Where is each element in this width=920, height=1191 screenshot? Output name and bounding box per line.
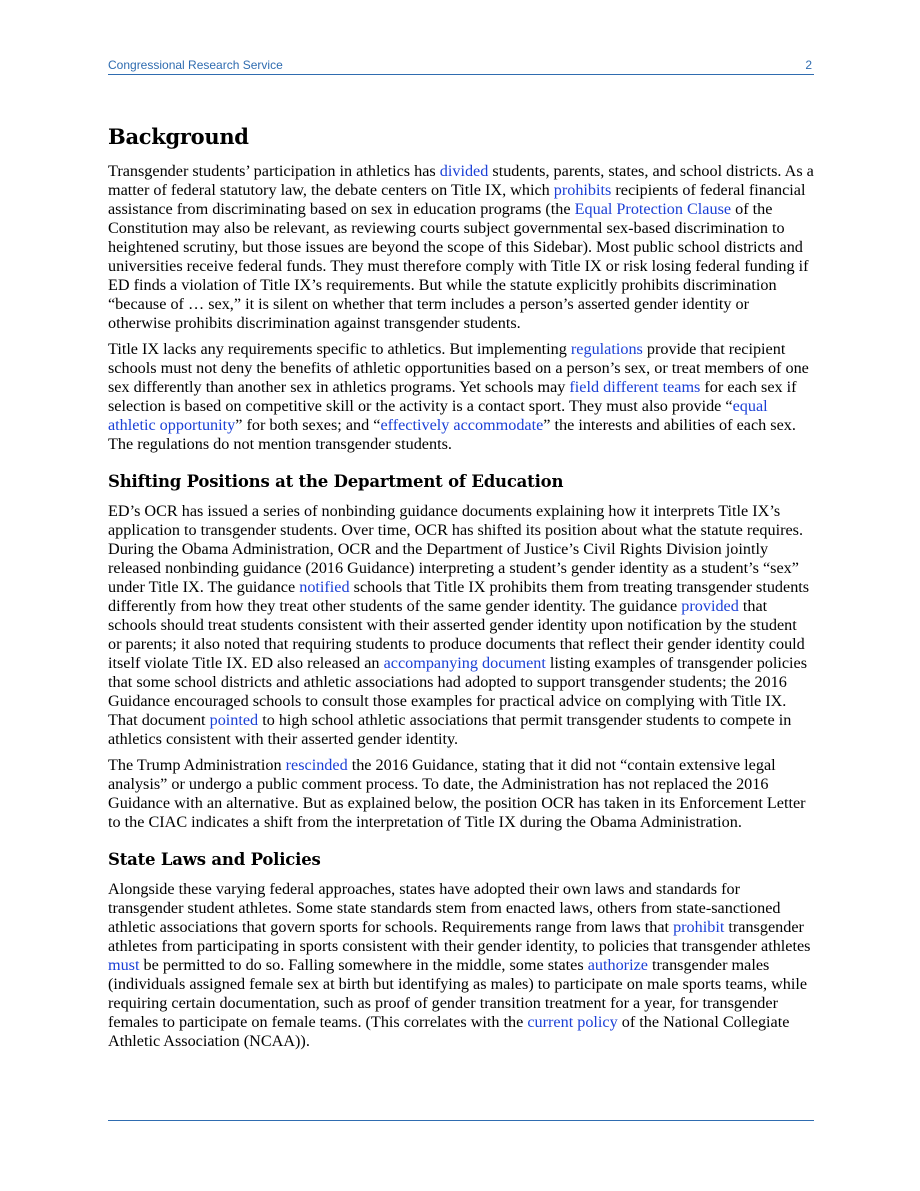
text-run: that schools should treat students consistent with their asserted gender identity upon notification by the student or parents; it also noted that requiring students to produce documents that reflect their gender identity could itself violate Title IX. ED also released an: [108, 597, 805, 672]
link-equal-athletic-opportunity[interactable]: equal athletic opportunity: [108, 397, 768, 434]
link-notified[interactable]: notified: [299, 578, 350, 596]
link-divided[interactable]: divided: [439, 162, 489, 180]
text-run: ED’s OCR has issued a series of nonbinding guidance documents explaining how it interprets Title IX’s application to transgender students. Over time, OCR has shifted its position about what the statute requires. During the Obama Administration, OCR and the Department of Justice’s Civil Rights Division jointly released nonbinding guidance (2016 Guidance) interpreting a student’s gender identity as a student’s “sex” under Title IX. The guidance: [108, 502, 804, 596]
text-run: be permitted to do so. Falling somewhere in the middle, some states: [139, 956, 588, 974]
text-run: recipients of federal financial assistance from discriminating based on sex in education programs (the: [108, 181, 806, 218]
link-field-different-teams[interactable]: field different teams: [569, 378, 701, 396]
header-organization: Congressional Research Service: [108, 58, 283, 72]
footer-rule: [108, 1120, 814, 1121]
link-prohibit[interactable]: prohibit: [673, 918, 725, 936]
text-run: the 2016 Guidance, stating that it did not “contain extensive legal analysis” or undergo a public comment process. To date, the Administration has not replaced the 2016 Guidance with an alternative. But as explained below, the position OCR has taken in its Enforcement Letter to the CIAC indicates a shift from the interpretation of Title IX during the Obama Administration.: [108, 756, 806, 831]
link-pointed[interactable]: pointed: [209, 711, 259, 729]
text-run: to high school athletic associations that permit transgender students to compete in athletics consistent with their asserted gender identity.: [108, 711, 792, 748]
link-effectively-accommodate[interactable]: effectively accommodate: [380, 416, 544, 434]
link-regulations[interactable]: regulations: [570, 340, 643, 358]
text-run: schools that Title IX prohibits them from treating transgender students differently from how they treat other students of the same gender identity. The guidance: [108, 578, 810, 615]
paragraph-background-1: [108, 162, 814, 333]
text-run: Title IX lacks any requirements specific to athletics. But implementing: [108, 340, 571, 358]
text-run: Transgender students’ participation in athletics has: [108, 162, 440, 180]
text-run: provide that recipient schools must not deny the benefits of athletic opportunities based on a person’s sex, or treat members of one sex differently than another sex in athletics programs. Yet schools may: [108, 340, 809, 396]
text-run: The Trump Administration: [108, 756, 286, 774]
subsection-heading-state-laws: State Laws and Policies: [108, 850, 321, 869]
text-run: listing examples of transgender policies that some school districts and athletic associations had adopted to support transgender students; the 2016 Guidance encouraged schools to consult those examples for practical advice on complying with Title IX. That document: [108, 654, 808, 729]
link-must[interactable]: must: [108, 956, 140, 974]
link-equal-protection-clause[interactable]: Equal Protection Clause: [574, 200, 732, 218]
paragraph-shifting-2: [108, 756, 814, 832]
link-accompanying-document[interactable]: accompanying document: [383, 654, 546, 672]
page-number: 2: [805, 58, 812, 72]
link-current-policy[interactable]: current policy: [527, 1013, 618, 1031]
text-run: students, parents, states, and school districts. As a matter of federal statutory law, the debate centers on Title IX, which: [108, 162, 814, 199]
subsection-heading-shifting-positions: Shifting Positions at the Department of Education: [108, 472, 564, 491]
text-run: for each sex if selection is based on competitive skill or the activity is a contact sport. They must also provide “: [108, 378, 797, 415]
text-run: of the Constitution may also be relevant, as reviewing courts subject governmental sex-based discrimination to heightened scrutiny, but those issues are beyond the scope of this Sidebar). Most public school districts and universities receive federal funds. They must therefore comply with Title IX or risk losing federal funding if ED finds a violation of Title IX’s requirements. But while the statute explicitly prohibits discrimination “because of … sex,” it is silent on whether that term includes a person’s asserted gender identity or otherwise prohibits discrimination against transgender students.: [108, 200, 809, 332]
text-run: transgender athletes from participating in sports consistent with their gender identity, to policies that transgender athletes: [108, 918, 811, 955]
text-run: of the National Collegiate Athletic Association (NCAA)).: [108, 1013, 790, 1050]
main-content: [108, 122, 814, 1058]
text-run: transgender males (individuals assigned female sex at birth but identifying as males) to participate on male sports teams, while requiring certain documentation, such as proof of gender transition treatment for a year, for transgender females to participate on female teams. (This correlates with the: [108, 956, 808, 1031]
link-authorize[interactable]: authorize: [587, 956, 648, 974]
paragraph-shifting-1: [108, 502, 814, 749]
text-run: ” the interests and abilities of each sex. The regulations do not mention transgender students.: [108, 416, 796, 453]
paragraph-background-2: [108, 340, 814, 454]
section-heading-background: Background: [108, 124, 249, 149]
paragraph-state-1: [108, 880, 814, 1051]
text-run: Alongside these varying federal approaches, states have adopted their own laws and standards for transgender student athletes. Some state standards stem from enacted laws, others from state-sanctioned athletic associations that govern sports for schools. Requirements range from laws that: [108, 880, 781, 936]
link-provided[interactable]: provided: [681, 597, 739, 615]
link-rescinded[interactable]: rescinded: [285, 756, 348, 774]
text-run: ” for both sexes; and “: [235, 416, 381, 434]
link-prohibits[interactable]: prohibits: [553, 181, 612, 199]
running-header: [108, 58, 814, 75]
